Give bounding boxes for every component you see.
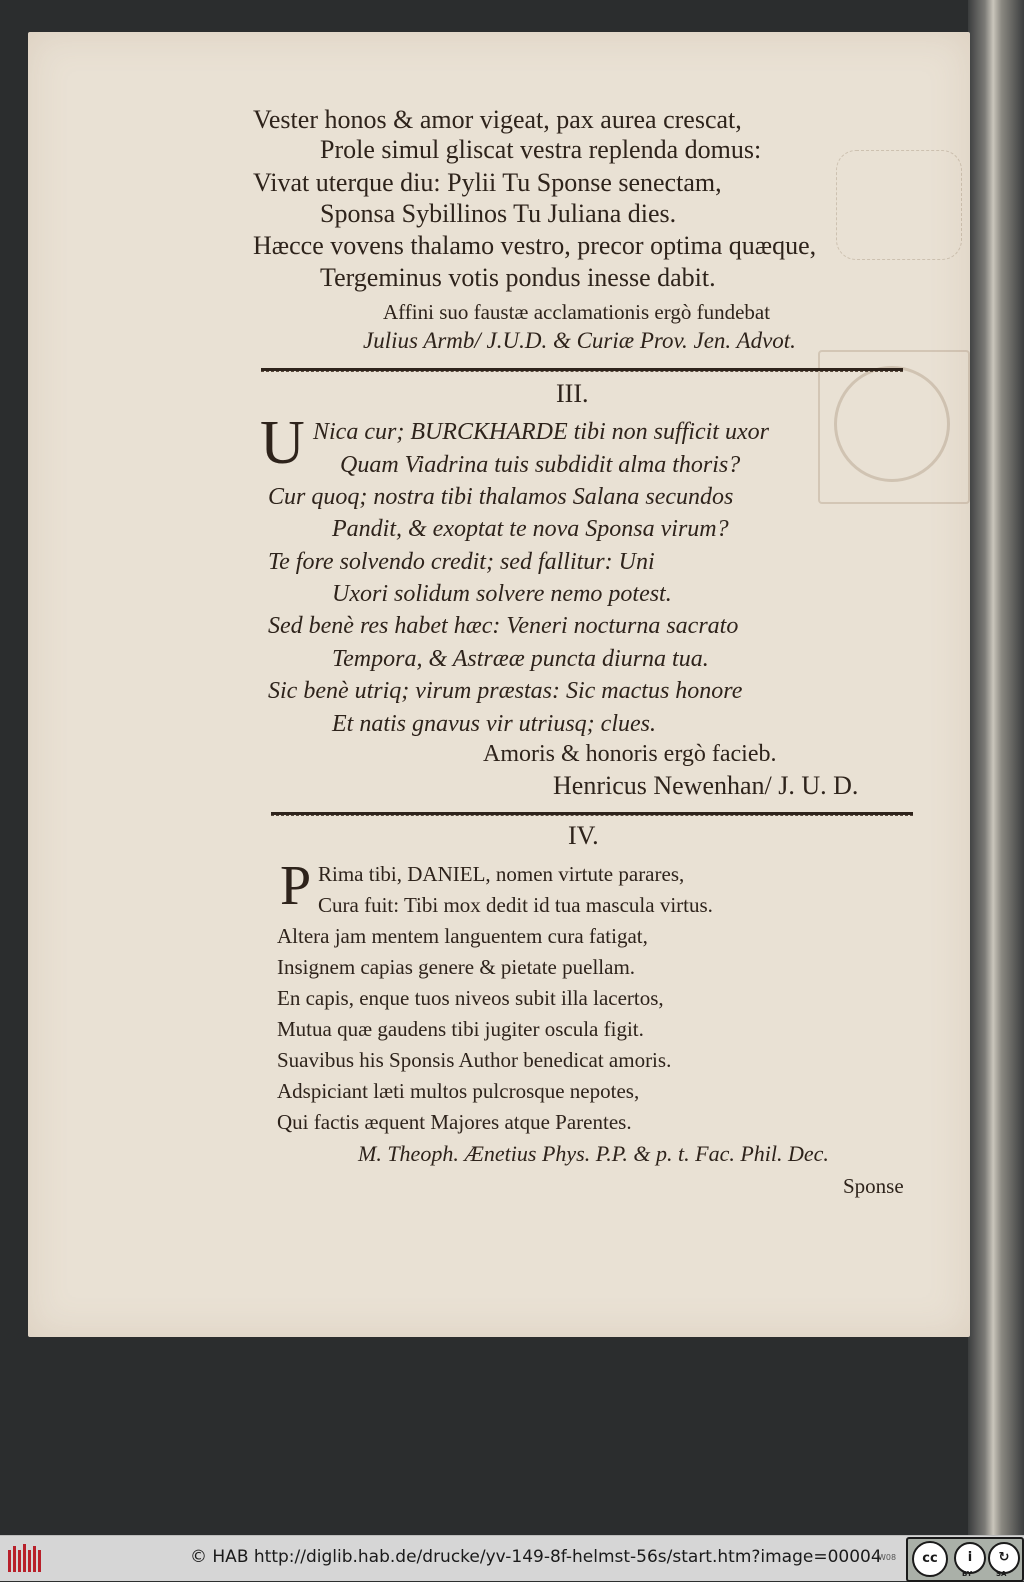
poem3-line-9: Sic benè utriq; virum præstas: Sic mactus honore: [268, 678, 743, 704]
next-page-edge: [968, 0, 1024, 1535]
poem4-line-5: En capis, enque tuos niveos subit illa lacertos,: [277, 986, 664, 1010]
poem2-line-6: Tergeminus votis pondus inesse dabit.: [320, 263, 716, 292]
poem3-line-8: Tempora, & Astrææ puncta diurna tua.: [332, 646, 709, 672]
footer-bar: [0, 1535, 1024, 1581]
poem4-dropcap: P: [280, 855, 312, 917]
poem4-line-9: Qui factis æquent Majores atque Parentes.: [277, 1110, 632, 1134]
by-label: BY: [962, 1570, 973, 1578]
footer-code: W08: [878, 1553, 897, 1562]
ornament-bleed-through: [836, 150, 962, 260]
poem4-line-8: Adspiciant læti multos pulcrosque nepotes,: [277, 1079, 640, 1103]
poem3-line-7: Sed benè res habet hæc: Veneri nocturna sacrato: [268, 613, 739, 639]
library-stamp: [818, 350, 970, 504]
poem2-line-2: Prole simul gliscat vestra replenda domus:: [320, 135, 762, 164]
poem3-line-2: Quam Viadrina tuis subdidit alma thoris?: [340, 452, 741, 478]
poem3-line-3: Cur quoq; nostra tibi thalamos Salana secundos: [268, 484, 734, 510]
poem3-number: III.: [556, 379, 589, 408]
poem4-line-1: Rima tibi, DANIEL, nomen virtute parares,: [318, 862, 685, 886]
poem2-dedication: Affini suo faustæ acclamationis ergò fundebat: [383, 300, 771, 324]
stamp-ring: [834, 366, 950, 482]
divider-rule-2: [271, 812, 913, 816]
catchword: Sponse: [843, 1174, 904, 1198]
poem2-line-3: Vivat uterque diu: Pylii Tu Sponse senectam,: [253, 168, 722, 197]
poem4-signature: M. Theoph. Ænetius Phys. P.P. & p. t. Fac. Phil. Dec.: [358, 1141, 829, 1166]
sa-label: SA: [996, 1570, 1007, 1578]
attribution-icon: i: [954, 1542, 986, 1574]
cc-license-badge[interactable]: [906, 1537, 1024, 1582]
poem3-dedication: Amoris & honoris ergò facieb.: [483, 741, 777, 767]
poem4-line-2: Cura fuit: Tibi mox dedit id tua mascula virtus.: [318, 893, 713, 917]
poem4-line-4: Insignem capias genere & pietate puellam.: [277, 955, 636, 979]
hab-logo-icon: [6, 1542, 46, 1576]
share-alike-icon: ↻: [988, 1542, 1020, 1574]
poem2-line-4: Sponsa Sybillinos Tu Juliana dies.: [320, 199, 677, 228]
poem3-line-1: Nica cur; BURCKHARDE tibi non sufficit uxor: [313, 419, 769, 445]
poem3-signature: Henricus Newenhan/ J. U. D.: [553, 771, 859, 800]
poem2-line-1: Vester honos & amor vigeat, pax aurea crescat,: [253, 105, 742, 134]
poem3-line-5: Te fore solvendo credit; sed fallitur: Uni: [268, 549, 655, 575]
poem4-line-3: Altera jam mentem languentem cura fatigat,: [277, 924, 648, 948]
poem4-line-6: Mutua quæ gaudens tibi jugiter oscula figit.: [277, 1017, 644, 1041]
poem4-number: IV.: [568, 821, 599, 850]
divider-rule-1: [261, 368, 903, 372]
cc-icon: cc: [912, 1541, 948, 1577]
poem2-line-5: Hæcce vovens thalamo vestro, precor optima quæque,: [253, 231, 817, 260]
poem3-line-4: Pandit, & exoptat te nova Sponsa virum?: [332, 516, 729, 542]
poem3-line-6: Uxori solidum solvere nemo potest.: [332, 581, 672, 607]
book-page: [28, 32, 970, 1337]
poem3-line-10: Et natis gnavus vir utriusq; clues.: [332, 711, 656, 737]
poem3-dropcap: U: [260, 409, 305, 477]
poem4-line-7: Suavibus his Sponsis Author benedicat amoris.: [277, 1048, 672, 1072]
poem2-signature: Julius Armb/ J.U.D. & Curiæ Prov. Jen. Advot.: [363, 328, 796, 353]
footer-credit-link[interactable]: © HAB http://diglib.hab.de/drucke/yv-149-8f-helmst-56s/start.htm?image=00004: [190, 1547, 882, 1567]
